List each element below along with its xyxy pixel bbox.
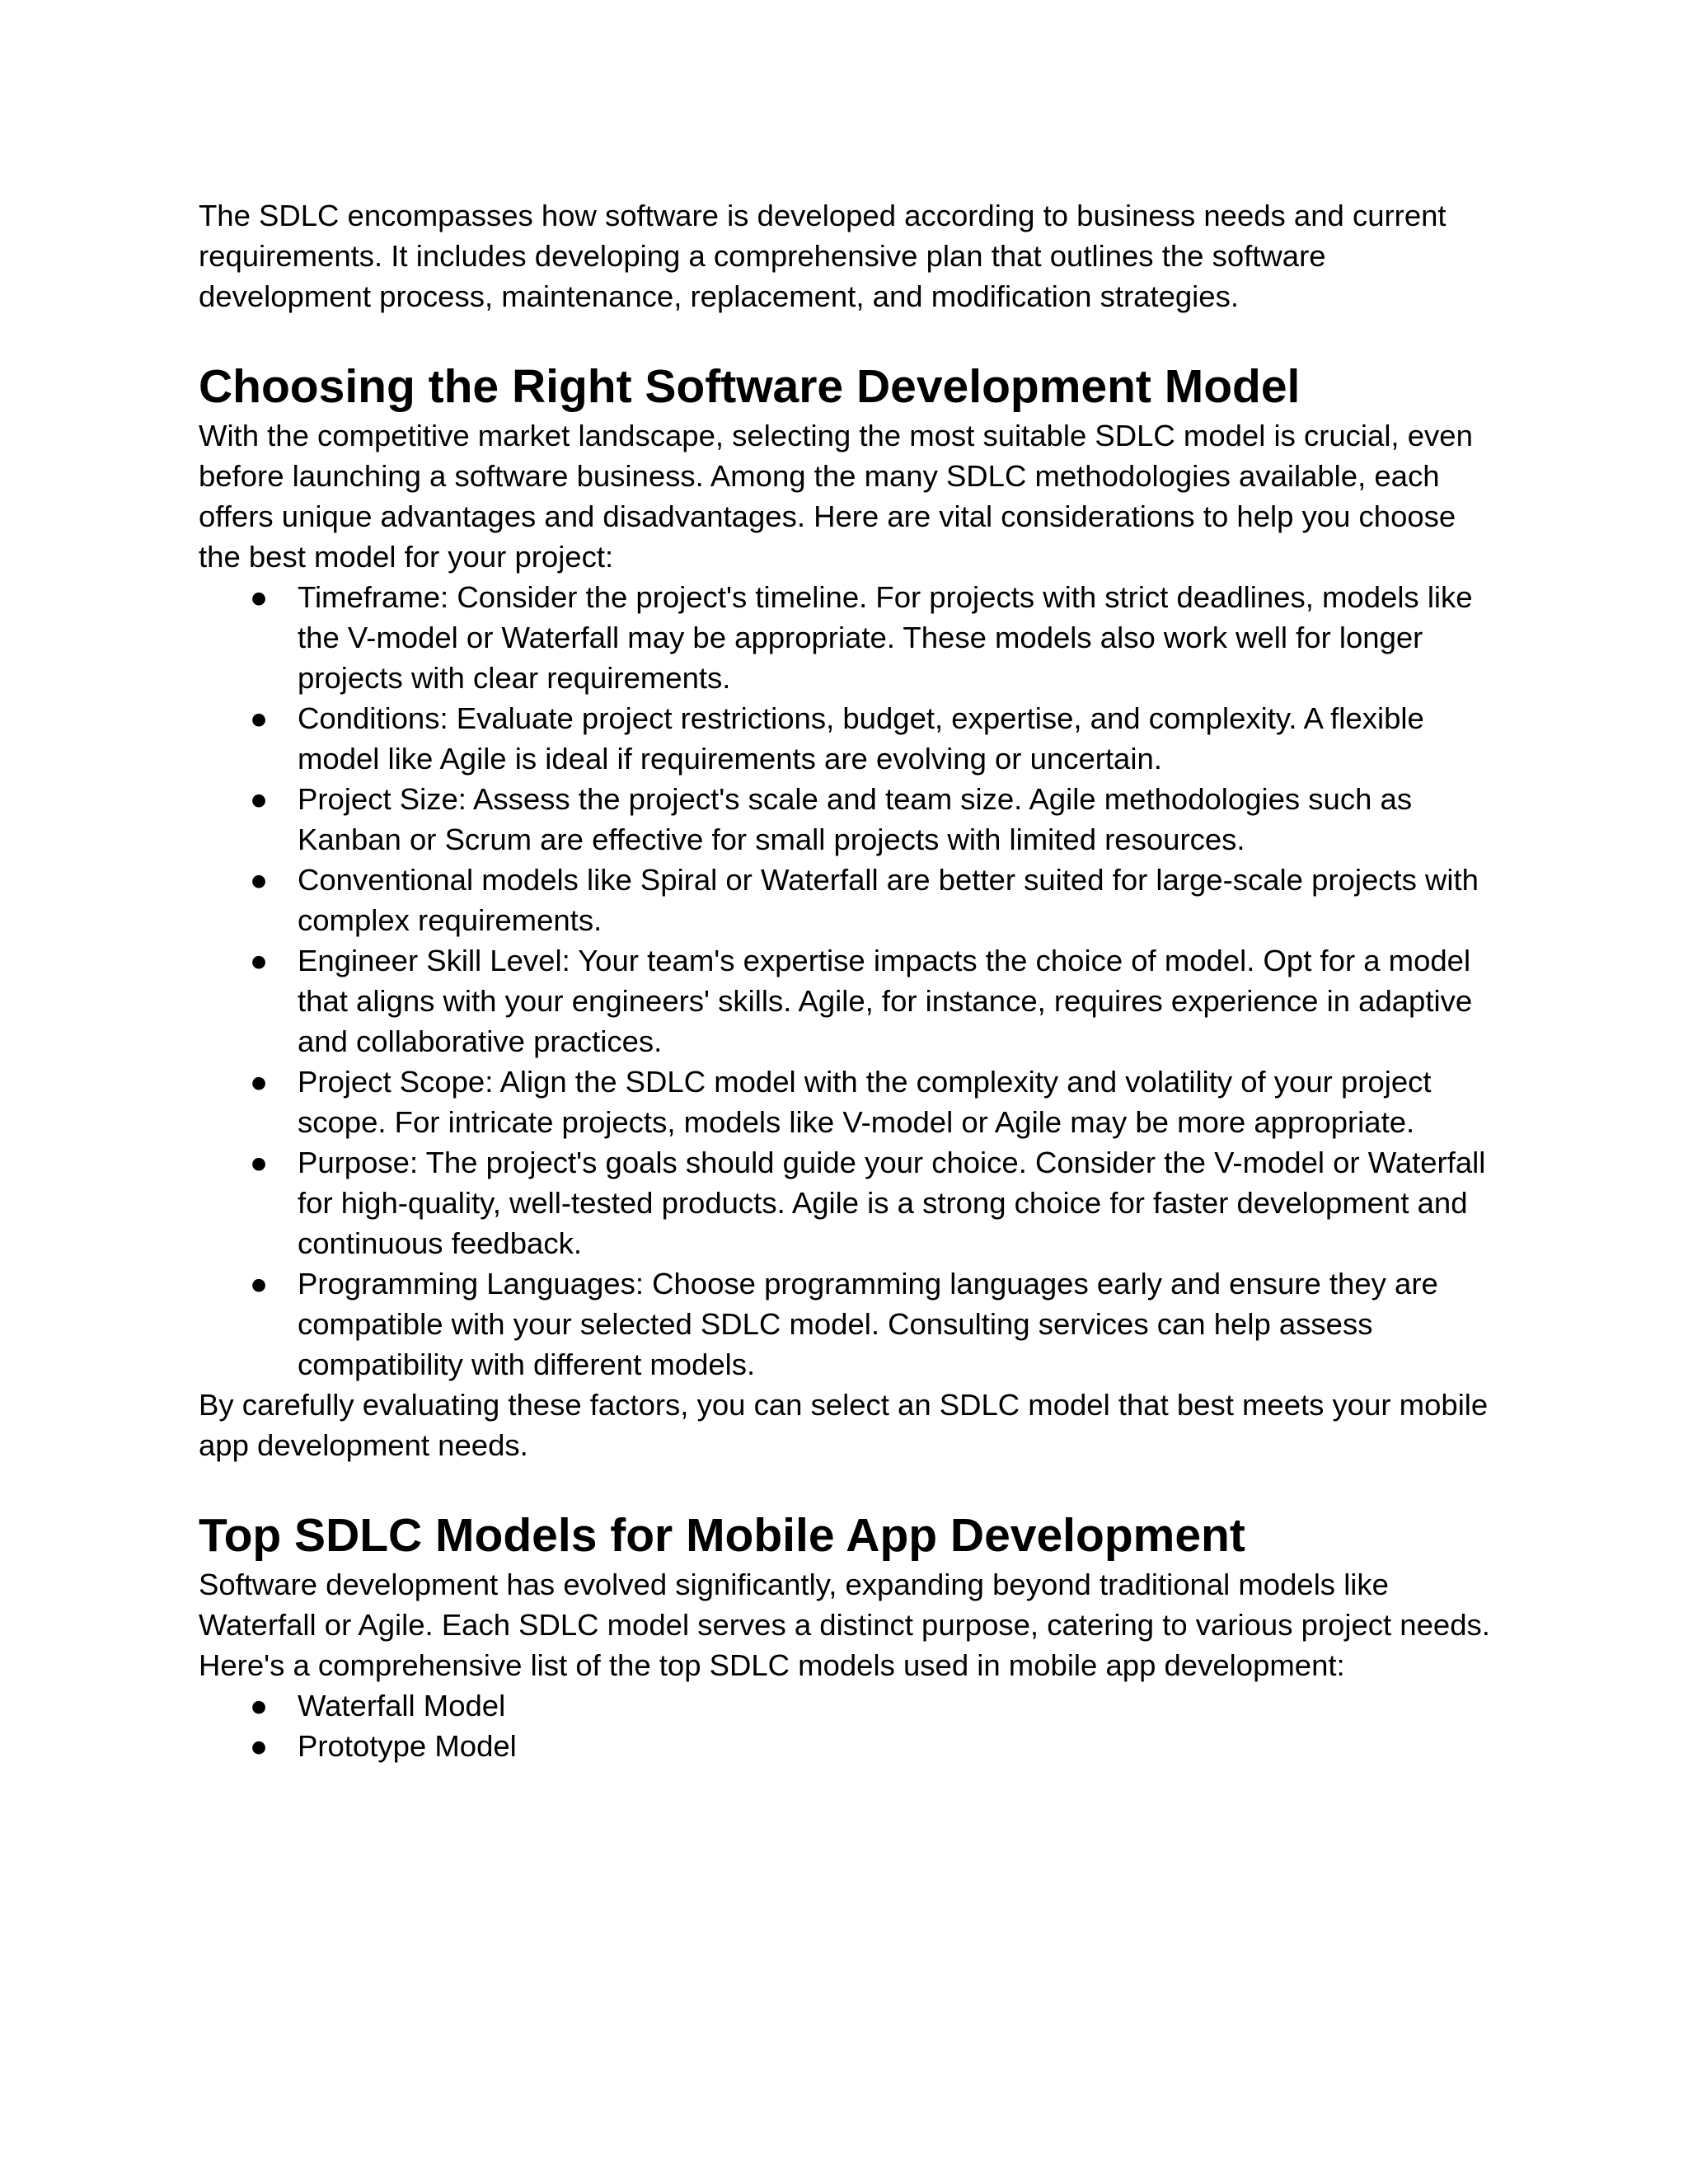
list-item-text: Programming Languages: Choose programming languages early and ensure they are compatible with your selected SDLC model. Consulting services can help assess compatibility with different models. (298, 1267, 1438, 1381)
bullet-icon: ● (250, 580, 269, 614)
bullet-icon: ● (250, 1065, 269, 1099)
list-item (199, 860, 1501, 940)
list-item (199, 577, 1501, 698)
bullet-icon: ● (250, 701, 269, 735)
list-item (199, 1062, 1501, 1142)
bullet-icon: ● (250, 1267, 269, 1301)
bullet-icon: ● (250, 1729, 269, 1763)
list-item-text: Engineer Skill Level: Your team's expertise impacts the choice of model. Opt for a model that aligns with your engineers' skills. Agile, for instance, requires experience in adaptive and collaborative practices. (298, 944, 1473, 1058)
bullet-icon: ● (250, 1146, 269, 1179)
models-list (199, 1685, 1501, 1766)
list-item (199, 1685, 1501, 1726)
list-item-text: Prototype Model (298, 1729, 517, 1763)
list-item (199, 698, 1501, 779)
considerations-list (199, 577, 1501, 1385)
section-paragraph-choosing-model: With the competitive market landscape, selecting the most suitable SDLC model is crucial, even before launching a software business. Among the many SDLC methodologies available, each offers unique advantages and disadvantages. Here are vital considerations to help you choose the best model for your project: (199, 419, 1473, 574)
list-item (199, 940, 1501, 1062)
list-item (199, 1142, 1501, 1263)
list-item-text: Project Scope: Align the SDLC model with the complexity and volatility of your project scope. For intricate projects, models like V-model or Agile may be more appropriate. (298, 1065, 1432, 1139)
section-heading-choosing-model: Choosing the Right Software Development Model (199, 360, 1301, 413)
bullet-icon: ● (250, 1689, 269, 1722)
list-item-text: Timeframe: Consider the project's timeline. For projects with strict deadlines, models like the V-model or Waterfall may be appropriate. These models also work well for longer projects with clear requirements. (298, 580, 1473, 695)
section-paragraph-top-models: Software development has evolved significantly, expanding beyond traditional models like Waterfall or Agile. Each SDLC model serves a distinct purpose, catering to various project needs. Here's a comprehensive list of the top SDLC models used in mobile app development: (199, 1568, 1490, 1682)
bullet-icon: ● (250, 944, 269, 977)
list-item-text: Conventional models like Spiral or Waterfall are better suited for large-scale projects with complex requirements. (298, 863, 1479, 937)
list-item (199, 1726, 1501, 1766)
document-page (199, 195, 1501, 1766)
bullet-icon: ● (250, 863, 269, 897)
intro-paragraph: The SDLC encompasses how software is developed according to business needs and current requirements. It includes developing a comprehensive plan that outlines the software development process, maintenance, replacement, and modification strategies. (199, 199, 1447, 313)
bullet-icon: ● (250, 782, 269, 816)
list-item-text: Waterfall Model (298, 1689, 506, 1722)
list-item-text: Purpose: The project's goals should guide your choice. Consider the V-model or Waterfall for high-quality, well-tested products. Agile is a strong choice for faster development and continuous feedback. (298, 1146, 1486, 1260)
list-item (199, 1263, 1501, 1385)
section-heading-top-models: Top SDLC Models for Mobile App Development (199, 1509, 1245, 1562)
list-item (199, 779, 1501, 860)
list-item-text: Project Size: Assess the project's scale and team size. Agile methodologies such as Kanban or Scrum are effective for small projects with limited resources. (298, 782, 1413, 856)
list-item-text: Conditions: Evaluate project restrictions, budget, expertise, and complexity. A flexible model like Agile is ideal if requirements are evolving or uncertain. (298, 701, 1424, 776)
closing-paragraph: By carefully evaluating these factors, you can select an SDLC model that best meets your mobile app development needs. (199, 1388, 1489, 1462)
